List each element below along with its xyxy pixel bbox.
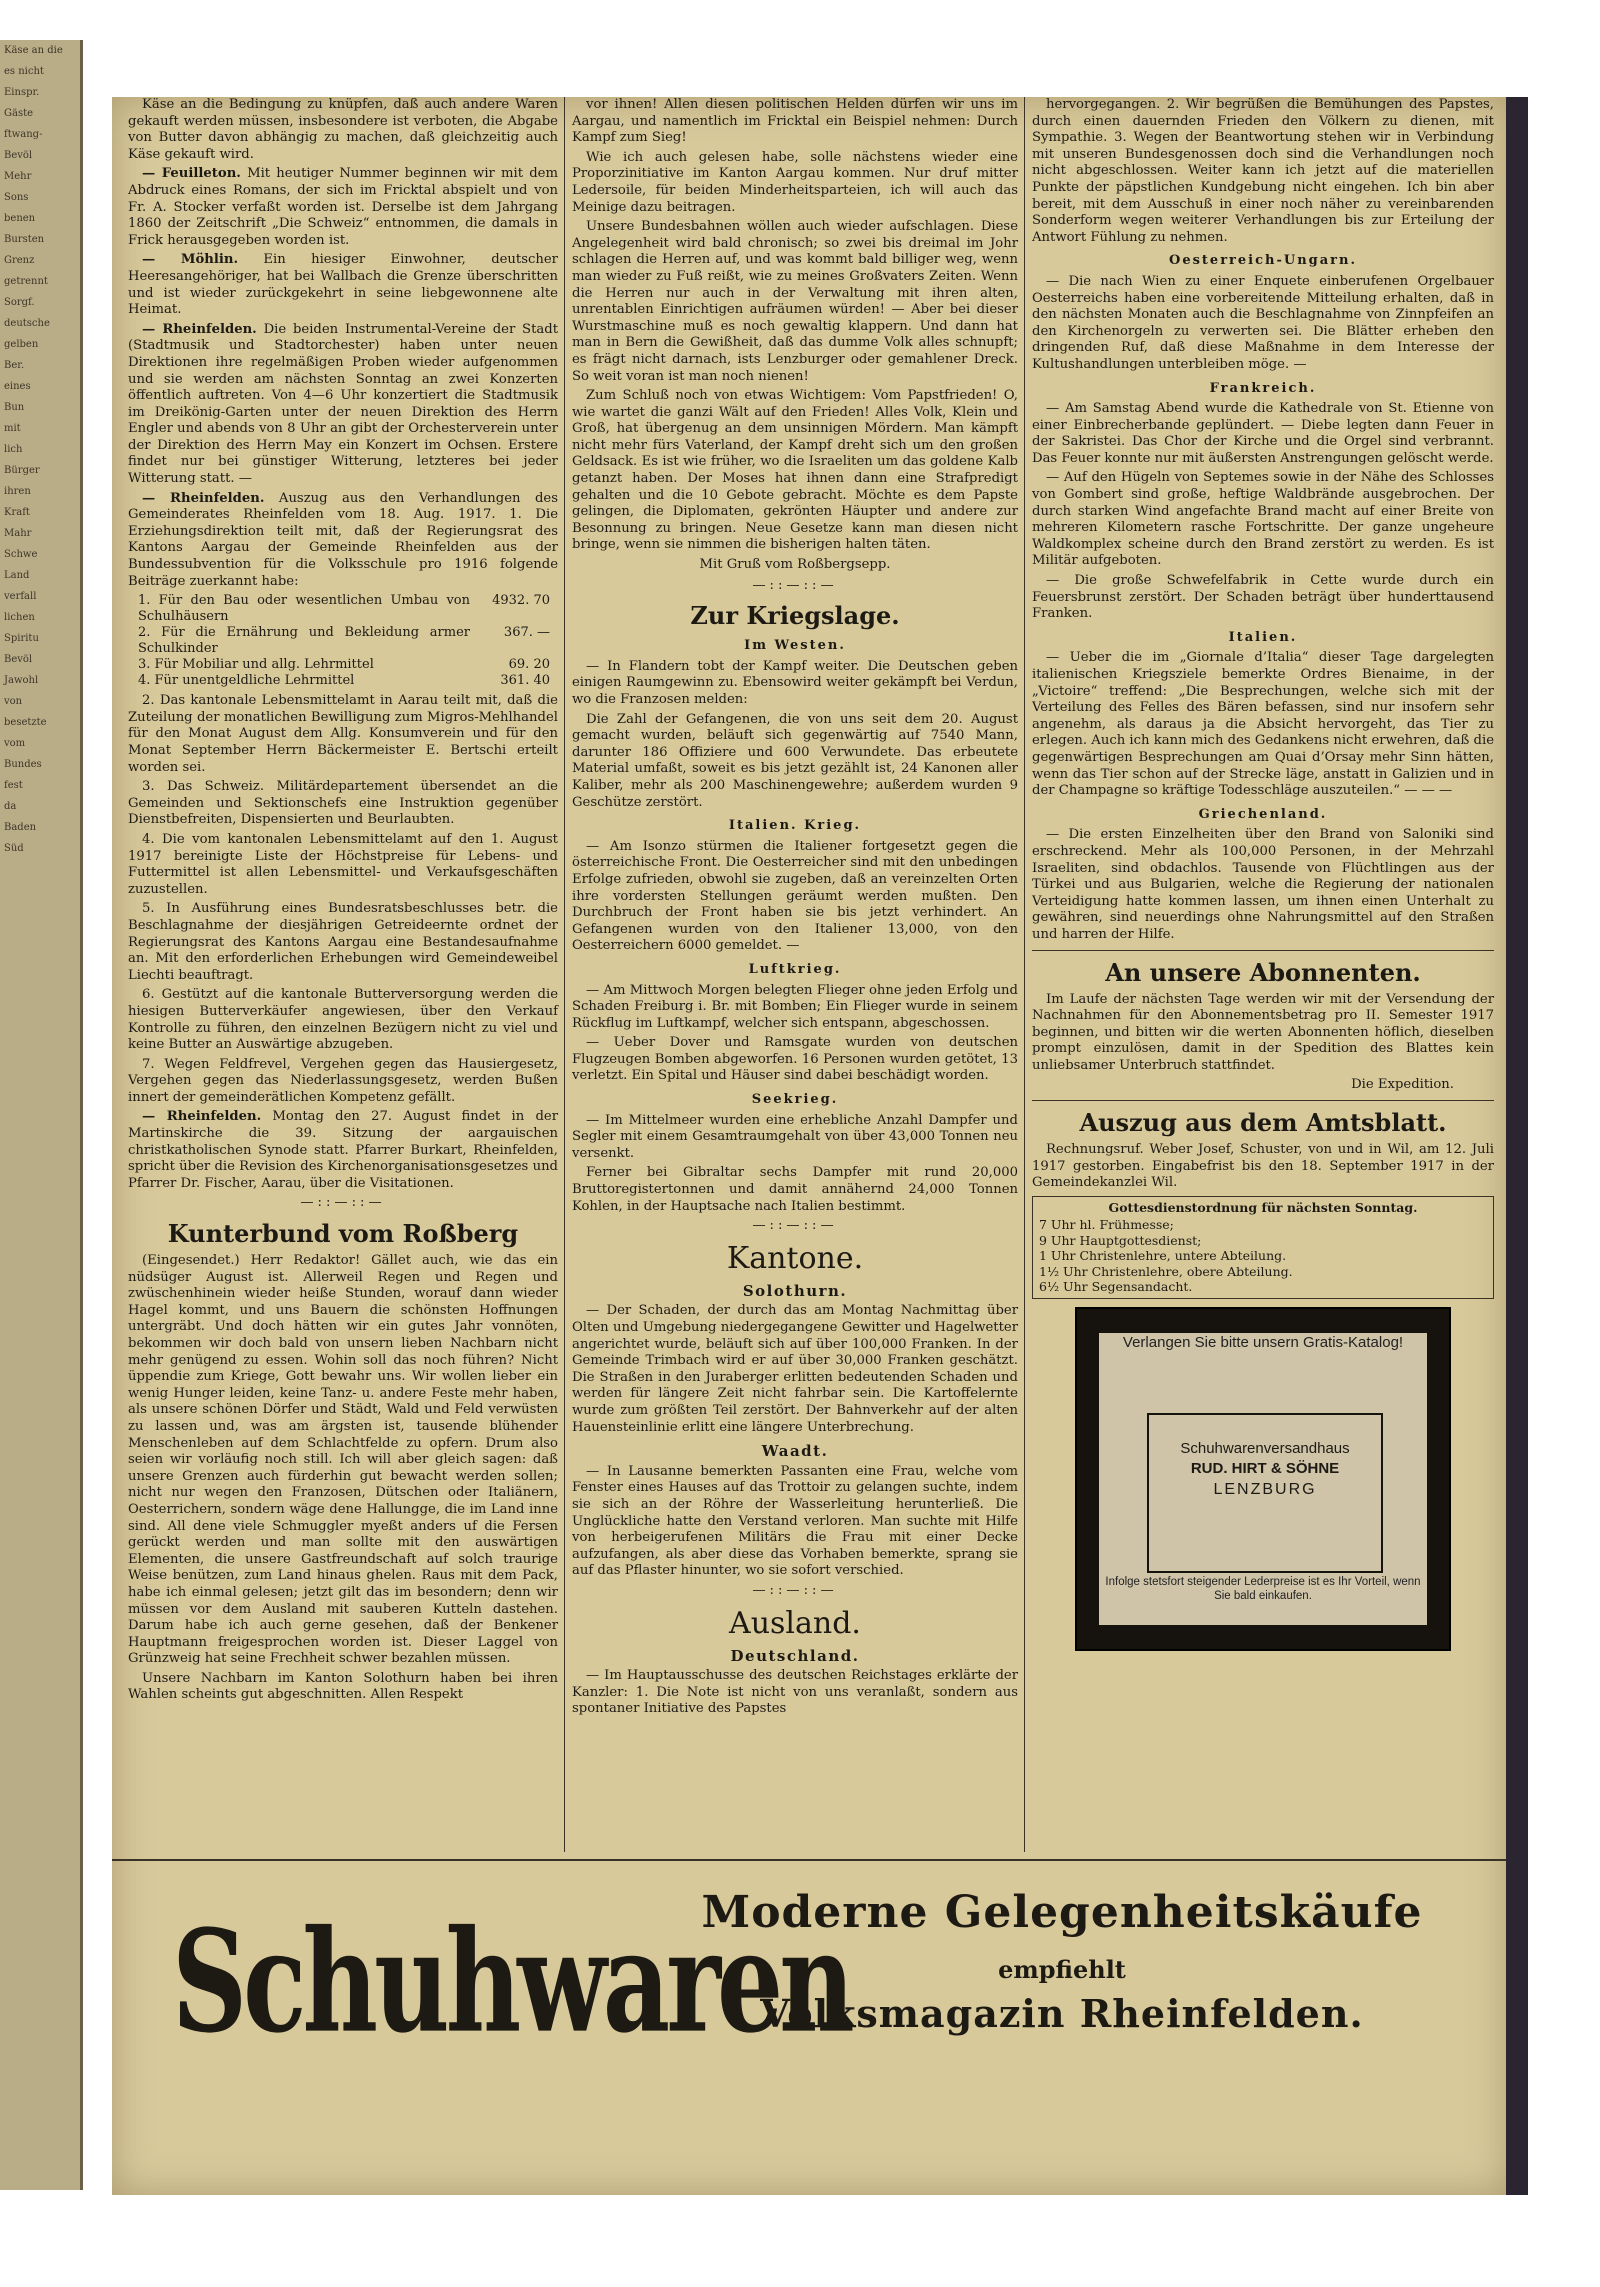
article-paragraph [128, 901, 558, 984]
article-text: — Ueber Dover und Ramsgate wurden von deutschen Flugzeugen Bomben abgeworfen. 16 Personen wurden getötet, 13 verletzt. Ein Spital und Häuser sind dabei beschädigt worden. [572, 1035, 1018, 1084]
table-row [128, 593, 558, 625]
article-text: — Auf den Hügeln von Septemes sowie in der Nähe des Schlosses von Gombert sind große, heftige Waldbrände ausgebrochen. Der durch starken Wind angefachte Brand macht auf einer Breite von mehreren Kilometern rasche Fortschritte. Der ganze ungeheure Waldkomplex scheine durch den Brand zerstört zu werden. Es ist Militär aufgeboten. [1032, 470, 1494, 569]
table-item: 3. Für Mobiliar und allg. Lehrmittel [138, 657, 374, 673]
edge-text-line: getrennt [4, 276, 48, 287]
edge-text-line: Süd [4, 843, 24, 854]
article-paragraph [128, 1109, 558, 1192]
article-paragraph [128, 322, 558, 488]
service-item: 1 Uhr Christenlehre, untere Abteilung. [1039, 1248, 1287, 1264]
service-item: 9 Uhr Hauptgottesdienst; [1039, 1232, 1202, 1248]
section-heading: Italien. Krieg. [728, 818, 862, 834]
article-text: — In Flandern tobt der Kampf weiter. Die Deutschen geben einigen Raumgewinn zu. Ebensowird weiter gekämpft bei Verdun, wo die Franzosen melden: [572, 658, 1018, 707]
table-item: 2. Für die Ernährung und Bekleidung armer Schulkinder [138, 625, 470, 657]
previous-page-edge [0, 40, 83, 2190]
banner-shop: Volksmagazin Rheinfelden. [760, 1991, 1364, 2036]
article-paragraph [1032, 650, 1494, 799]
column-rule-2 [1024, 97, 1025, 1852]
article-paragraph [1032, 827, 1494, 943]
article-text: Zum Schluß noch von etwas Wichtigem: Vom Papstfrieden! O, wie wartet die ganzi Wält auf den Frieden! Alles Volk, Klein und Groß, hat übergenug an dem unsinnigen Mördern. Man kämpft nicht mehr fürs Vaterland, der Kampf dreht sich um den großen Geldsack. Es ist wie früher, wo die Israeliten um das goldene Kalb getanzt haben. Der Moses hat ihnen dann eine Strafpredigt gehalten und die 10 Gebote gebracht. Möchte es dem Papste gelingen, die Diplomaten, gekrönten Häupter und andere zur Besonnung zu bringen. Neue Gesetze kann man diesen nicht bringe, wenn sie nimmen die bisherigen halten täten. [572, 388, 1018, 553]
article-text: Die beiden Instrumental-Vereine der Stadt (Stadtmusik und Stadtorchester) haben unter neuen Direktionen ihre regelmäßigen Proben wieder aufgenommen und sie werden am nächsten Sonntag an zwei Konzerten öffentlich auftreten. Von 4—6 Uhr konzertiert die Stadtmusik im Dreikönig-Garten unter der neuen Direktion des Herrn Engler und abends von 8 Uhr an gibt der Orchesterverein unter der Direktion des Herrn May ein Konzert im Ochsen. Erstere findet nur bei günstiger Witterung, letzteres bei jeder Witterung statt. — [128, 321, 558, 487]
article-paragraph [128, 97, 558, 163]
article-text: Mit heutiger Nummer beginnen wir mit dem Abdruck eines Romans, der sich im Fricktal abspielt und von Fr. A. Stocker verfaßt worden ist. Derselbe ist dem Jahrgang 1860 der Zeitschrift „Die Schweiz“ entnommen, die damals in Frick herausgegeben worden ist. [128, 166, 558, 248]
ad-firm-name: RUD. HIRT & SÖHNE [1190, 1460, 1340, 1478]
horizontal-rule [1032, 1100, 1494, 1101]
article-paragraph [572, 983, 1018, 1033]
article-paragraph [572, 388, 1018, 554]
ad-firm-type: Schuhwarenversandhaus [1180, 1439, 1350, 1457]
article-dateline: — Rheinfelden. [142, 490, 265, 506]
edge-text-line: Gäste [4, 108, 34, 119]
article-paragraph [1032, 97, 1494, 246]
table-row [128, 657, 558, 673]
edge-text-line: Baden [4, 822, 37, 833]
edge-text-line: Bevöl [4, 654, 33, 665]
article-text: — Im Mittelmeer wurden eine erhebliche Anzahl Dampfer und Segler mit einem Gesamtraumgehalt von über 43,000 Tonnen neu versenkt. [572, 1112, 1018, 1161]
edge-text-line: Sorgf. [4, 297, 35, 308]
table-amount: 361. 40 [500, 673, 550, 689]
article-text: 3. Das Schweiz. Militärdepartement übersendet an die Gemeinden und Sektionschefs eine Instruktion gegenüber Dienstbefreiten, Dispensierten und Beurlaubten. [128, 779, 558, 828]
section-heading: An unsere Abonnenten. [1105, 957, 1421, 987]
article-text: Käse an die Bedingung zu knüpfen, daß auch andere Waren gekauft werden müssen, insbesondere ist verboten, die Abgabe von Butter davon abhängig zu machen, daß gleichzeitig auch Käse gekauft wird. [128, 97, 558, 162]
article-text: 6. Gestützt auf die kantonale Butterversorgung werden die hiesigen Butterverkäufer angewiesen, über den Verkauf Kontrolle zu führen, den einzelnen Bezügern nicht zu viel und keine Butter an Auswärtige abzugeben. [128, 987, 558, 1053]
edge-text-line: Bursten [4, 234, 45, 245]
signature: Die Expedition. [1351, 1077, 1454, 1093]
article-paragraph [128, 252, 558, 318]
article-text: Ferner bei Gibraltar sechs Dampfer mit rund 20,000 Bruttoregistertonnen und damit annähernd 24,000 Tonnen Kohlen, in der Hauptsache nach Italien bestimmt. [572, 1165, 1018, 1214]
section-heading: Seekrieg. [751, 1092, 839, 1108]
article-paragraph [572, 97, 1018, 147]
edge-text-line: Bundes [4, 759, 42, 770]
article-paragraph [1032, 401, 1494, 467]
section-heading: Im Westen. [744, 638, 846, 654]
service-schedule [1032, 1196, 1494, 1299]
column-2 [572, 97, 1018, 1721]
article-paragraph [572, 1464, 1018, 1580]
edge-text-line: Land [4, 570, 30, 581]
article-text: — Am Samstag Abend wurde die Kathedrale von St. Etienne von einer Einbrecherbande geplündert. — Diebe legten dann Feuer in der Sakristei. Das Chor der Kirche und die Orgel sind verbrannt. Das Feuer konnte nur mit äußersten Anstrengungen gelöscht werde. [1032, 401, 1494, 466]
edge-text-line: besetzte [4, 717, 47, 728]
edge-text-line: Bürger [4, 465, 40, 476]
edge-text-line: da [4, 801, 17, 812]
section-heading: Ausland. [729, 1605, 861, 1641]
edge-text-line: es nicht [4, 66, 44, 77]
section-heading: Frankreich. [1209, 380, 1317, 396]
edge-text-line: Bevöl [4, 150, 33, 161]
edge-text-line: vom [4, 738, 26, 749]
section-heading: Oesterreich-Ungarn. [1169, 253, 1357, 269]
signature: Mit Gruß vom Roßbergsepp. [699, 557, 891, 573]
article-dateline: — Rheinfelden. [142, 1109, 262, 1125]
article-text: Unsere Nachbarn im Kanton Solothurn haben bei ihren Wahlen scheints gut abgeschnitten. Allen Respekt [128, 1670, 558, 1703]
edge-text-line: Sons [4, 192, 29, 203]
article-text: — Die nach Wien zu einer Enquete einberufenen Orgelbauer Oesterreichs haben eine vorbereitende Mitteilung erhalten, daß in den nächsten Monaten auch die Beschlagnahme von Zinnpfeifen an den Kirchenorgeln zu verwerten sei. Die Blätter erheben den dringenden Ruf, daß diese Maßnahme in dem Interesse der Kultushandlungen unterbleiben möge. — [1032, 273, 1494, 372]
edge-text-line: Schwe [4, 549, 38, 560]
edge-text-line: Bun [4, 402, 25, 413]
section-heading: Solothurn. [742, 1281, 848, 1300]
article-text: Unsere Bundesbahnen wöllen auch wieder aufschlagen. Diese Angelegenheit wird bald chronisch; so zwei bis dreimal im Johr schlagen die Herren auf, und was kommt bald billiger weg, wenn man wieder zu Fuß reißt, wie zu meines Großvaters Zeiten. Wenn die Herren nur auch in der Verwaltung mit ihren alten, unrentablen Einrichtigen aufräumen würden! — Aber bei dieser Wurstmaschine muß es noch gewaltig klappern. Und dann hat man in Bern die Gewißheit, daß das dumme Volk alles schnupft; es frägt nicht darnach, ists Lenzburger oder gemahlener Dreck. So weit voran ist man noch nienen! [572, 219, 1018, 384]
article-paragraph [572, 1668, 1018, 1718]
article-paragraph [128, 1057, 558, 1107]
article-paragraph [572, 150, 1018, 216]
article-paragraph [572, 1113, 1018, 1163]
table-item: 1. Für den Bau oder wesentlichen Umbau von Schulhäusern [138, 593, 470, 625]
article-dateline: — Rheinfelden. [142, 321, 257, 337]
article-paragraph [128, 987, 558, 1053]
article-paragraph [128, 693, 558, 776]
article-paragraph [1032, 274, 1494, 374]
article-paragraph [128, 1253, 558, 1668]
newspaper-page [112, 97, 1508, 2195]
edge-text-line: eines [4, 381, 31, 392]
section-heading: Griechenland. [1198, 806, 1328, 822]
article-paragraph [572, 839, 1018, 955]
article-text: Montag den 27. August findet in der Martinskirche die 39. Sitzung der aargauischen christkatholischen Synode statt. Pfarrer Burkart, Rheinfelden, spricht über die Revision des Kirchenorganisationsgesetzes und Pfarrer Dr. Fischer, Aarau, über die Visitationen. [128, 1109, 558, 1191]
column-1 [128, 97, 558, 1707]
table-row [128, 625, 558, 657]
article-paragraph [572, 1303, 1018, 1436]
edge-text-line: von [4, 696, 23, 707]
article-paragraph [128, 779, 558, 829]
separator: —::—::— [752, 1582, 838, 1598]
edge-text-line: Einspr. [4, 87, 40, 98]
ad-firm-box [1147, 1413, 1383, 1573]
banner-verb: empfiehlt [998, 1955, 1126, 1984]
contribution-table [128, 593, 558, 689]
table-row [128, 673, 558, 689]
article-paragraph [1032, 1142, 1494, 1192]
article-paragraph [1032, 573, 1494, 623]
edge-text-line: gelben [4, 339, 39, 350]
edge-text-line: Jawohl [4, 675, 39, 686]
article-text: 7. Wegen Feldfrevel, Vergehen gegen das Hausiergesetz, Vergehen gegen das Niederlassungsgesetz, werden Bußen innert der gemeinderätlichen Kompetenz gefällt. [128, 1056, 558, 1105]
section-heading: Italien. [1228, 629, 1298, 645]
column-rule-1 [564, 97, 565, 1852]
horizontal-rule [1032, 950, 1494, 951]
article-paragraph [128, 1671, 558, 1704]
edge-text-line: Kraft [4, 507, 30, 518]
edge-text-line: Grenz [4, 255, 35, 266]
edge-text-line: verfall [4, 591, 37, 602]
edge-text-line: Ber. [4, 360, 25, 371]
table-item: 4. Für unentgeldliche Lehrmittel [138, 673, 355, 689]
article-text: — Die große Schwefelfabrik in Cette wurde durch ein Feuersbrunst zerstört. Der Schaden beträgt über hunderttausend Franken. [1032, 573, 1494, 622]
service-schedule-title: Gottesdienstordnung für nächsten Sonntag. [1108, 1199, 1418, 1215]
section-heading: Deutschland. [730, 1646, 860, 1665]
article-text: hervorgegangen. 2. Wir begrüßen die Bemühungen des Papstes, durch einen dauernden Frieden den Völkern zu dienen, mit Sympathie. 3. Wegen der Beantwortung stehen wir in Verbindung mit unseren Bundesgenossen doch sind die Verhandlungen noch nicht abgeschlossen. Weiter kann ich jetzt auf die materiellen Punkte der päpstlichen Kundgebung nicht eingehen. Ich bin aber bereit, mit dem Ausschuß in einer noch näher zu vereinbarenden Sonderform wegen weiterer Verhandlungen bis zur Erteilung der Antwort Fühlung zu nehmen. [1032, 97, 1494, 245]
edge-text-line: Mehr [4, 171, 32, 182]
article-paragraph [572, 219, 1018, 385]
article-paragraph [1032, 992, 1494, 1075]
article-text: — Ueber die im „Giornale d’Italia“ dieser Tage dargelegten italienischen Kriegsziele bemerkte Ordres Bienaime, in der „Victoire“ treffend: „Die Besprechungen, welche sich mit der Verteilung des Felles des Bären befassen, sind nur insofern sehr angenehm, als daraus ja die Absicht hervorgeht, das Tier zu erlegen. Auch ich kann mich des Gedankens nicht erwehren, daß die gegenwärtigen Besprechungen am Quai d’Orsay mehr Sinn hätten, wenn das Tier schon auf der Strecke läge, anstatt in Galizien und in der Champagne so kräftige Todesschläge auszuteilen.“ — — — [1032, 650, 1494, 799]
table-amount: 69. 20 [508, 657, 550, 673]
ad-headline: Verlangen Sie bitte unsern Gratis-Katalog! [1122, 1333, 1404, 1351]
article-paragraph [128, 491, 558, 591]
section-heading: Auszug aus dem Amtsblatt. [1079, 1108, 1447, 1138]
section-heading: Kunterbund vom Roßberg [167, 1219, 519, 1249]
article-paragraph [572, 712, 1018, 812]
article-text: 5. In Ausführung eines Bundesratsbeschlusses betr. die Beschlagnahme der diesjährigen Getreideernte ordnet der Regierungsrat des Kantons Aargau eine Bestandesaufnahme an. Mit den erforderlichen Erhebungen wird Gemeindeweibel Liechti beauftragt. [128, 901, 558, 983]
article-text: — Im Hauptausschusse des deutschen Reichstages erklärte der Kanzler: 1. Die Note ist nicht von uns veranlaßt, sondern aus spontaner Initiative des Papstes [572, 1668, 1018, 1717]
article-paragraph [128, 166, 558, 249]
edge-text-line: lich [4, 444, 23, 455]
service-item: 6½ Uhr Segensandacht. [1039, 1279, 1193, 1295]
footer-advertisement [112, 1859, 1508, 2197]
edge-text-line: deutsche [4, 318, 50, 329]
edge-text-line: ftwang- [4, 129, 43, 140]
article-text: Auszug aus den Verhandlungen des Gemeinderates Rheinfelden vom 18. Aug. 1917. 1. Die Erziehungsdirektion teilt mit, daß der Regierungsrat des Kantons Aargau der Gemeinde Rheinfelden aus der Bundessubvention für die Volksschule pro 1916 folgende Beiträge zuerkannt habe: [128, 490, 558, 589]
article-text: — Am Mittwoch Morgen belegten Flieger ohne jeden Erfolg und Schaden Freiburg i. Br. mit Bomben; Ein Flieger wurde in seinem Rückflug im Luftkampf, welcher sich entspann, abgeschossen. [572, 982, 1018, 1031]
article-text: Ein hiesiger Einwohner, deutscher Heeresangehöriger, hat bei Wallbach die Grenze überschritten und ist wieder zurückgekehrt in seine liebgewonnene alte Heimat. [128, 252, 558, 318]
article-dateline: — Feuilleton. [142, 166, 241, 182]
article-text: Im Laufe der nächsten Tage werden wir mit der Versendung der Nachnahmen für den Abonnementsbetrag pro II. Semester 1917 beginnen, und bitten wir die werten Abonnenten höflich, dieselben prompt einzulösen, damit in der Spedition des Blattes kein unliebsamer Unterbruch stattfindet. [1032, 991, 1494, 1073]
edge-text-line: Käse an die [4, 45, 63, 56]
column-3 [1032, 97, 1494, 1651]
section-heading: Kantone. [726, 1240, 864, 1276]
ad-footnote: Infolge stetsfort steigender Lederpreise ist es Ihr Vorteil, wenn Sie bald einkaufen. [1105, 1575, 1421, 1602]
article-paragraph [572, 1035, 1018, 1085]
article-paragraph [572, 1165, 1018, 1215]
edge-text-line: fest [4, 780, 23, 791]
article-text: Wie ich auch gelesen habe, solle nächstens wieder eine Proporzinitiative im Kanton Aargau kommen. Nur druf mitter Ledersoile, für beiden Minderheitsparteien, ich will auch das Meinige dazu beitragen. [572, 149, 1018, 215]
table-amount: 367. — [503, 625, 550, 641]
article-paragraph [1032, 470, 1494, 570]
catalog-advertisement [1075, 1307, 1451, 1651]
section-heading: Waadt. [761, 1442, 829, 1461]
edge-text-line: Spiritu [4, 633, 39, 644]
banner-title: Schuhwaren [172, 1898, 851, 2065]
article-text: — Die ersten Einzelheiten über den Brand von Saloniki sind erschreckend. Mehr als 100,000 Personen, in der Mehrzahl Israeliten, sind obdachlos. Tausende von Flüchtlingen aus der Türkei und aus Bulgarien, welche die Regierung der nationalen Verteidigung hatte kommen lassen, um ihnen einen Unterhalt zu gewähren, sind neuerdings ohne Nahrungsmittel auf den Straßen und harren der Hilfe. [1032, 827, 1494, 942]
edge-text-line: ihren [4, 486, 31, 497]
ad-firm-town: LENZBURG [1213, 1481, 1317, 1499]
article-text: Die Zahl der Gefangenen, die von uns seit dem 20. August gemacht wurden, beläuft sich gegenwärtig auf 7540 Mann, darunter 186 Offiziere und 600 Verwundete. Das erbeutete Material umfaßt, soweit es bis jetzt gezählt ist, 24 Kanonen aller Kaliber, mehr als 200 Maschinengewehre; außerdem wurden 9 Geschütze zerstört. [572, 711, 1018, 810]
separator: —::—::— [752, 577, 838, 593]
section-heading: Zur Kriegslage. [690, 601, 900, 631]
table-amount: 4932. 70 [492, 593, 550, 609]
service-item: 7 Uhr hl. Frühmesse; [1039, 1217, 1174, 1233]
banner-tagline: Moderne Gelegenheitskäufe [701, 1887, 1423, 1938]
article-paragraph [572, 659, 1018, 709]
book-binding [1506, 97, 1528, 2195]
article-text: — Am Isonzo stürmen die Italiener fortgesetzt gegen die österreichische Front. Die Oesterreicher sind mit den unbedingen Erfolge zufrieden, obwohl sie zugeben, daß an vereinzelten Orten ihre vordersten Stellungen geräumt werden mußten. Den Durchbruch der Front haben sie bis jetzt verhindert. An Gefangenen wurden von den Italiener 13,000, von den Oesterreichern 6000 gemeldet. — [572, 838, 1018, 954]
edge-text-line: benen [4, 213, 36, 224]
article-text: — In Lausanne bemerkten Passanten eine Frau, welche vom Fenster eines Hauses auf das Trottoir zu gelangen suchte, indem sie sich an der Röhre der Wasserleitung herunterließ. Die Unglückliche hatte den Verstand verloren. Man suchte mit Hilfe von herbeigerufenen Militärs die Frau mit einer Decke aufzufangen, als aber diese das Vorhaben bemerkte, sprang sie auf das Pflaster hinunter, wo sie sofort verschied. [572, 1463, 1018, 1579]
article-text: (Eingesendet.) Herr Redaktor! Gället auch, wie das ein nüdsüger August ist. Allerweil Regen und Regen und zwüschenhinein wieder heiße Stunden, worauf dann wieder Hagel kommt, und uns Bauern die schönsten Hoffnungen untergräbt. Und doch hätten wir ein gutes Jahr vonnöten, bekommen wir doch bald von unsern lieben Nachbarn nicht mehr genügend zu essen. Wohin soll das noch führen? Nicht üppendie zum Kriege, Gott bewahr uns. Wir wollen lieber ein wenig Hunger leiden, keine Tanz- u. andere Feste mehr haben, als unsere schönen Dörfer und Städt, Wald und Feld verwüsten zu lassen und, was am ärgsten ist, tausende blühender Menschenleben auf dem Schlachtfelde zu opfern. Drum also seien wir vorläufig noch still. Ich will aber gleich sagen: daß unsere Grenzen auch fürderhin gut bewacht werden sollen; nicht nur wegen den Franzosen, Dütschen oder Italiänern, Oesterrichern, sondern wäge dene Hallungge, die im Land inne sind. All dene viele Schmuggler myeßt anders uf die Fersen gerückt werden und man sollte mit den auswärtigen Elementen, die unsere Gastfreundschaft auf solch traurige Weise benützen, zum Land hinaus ghelen. Raus mit dem Pack, habe ich einmal gelesen; jetzt gilt das im besondern; denn wir müssen vor dem Ausland mit sauberen Kutteln dastehen. Darum habe ich auch gerne gesehen, daß der Benkener Hauptmann freigesprochen worden ist. Dieser Laggel von Grünzweig hat seine Frechheit schwer bezahlen müssen. [128, 1253, 558, 1667]
article-paragraph [128, 832, 558, 898]
service-item: 1½ Uhr Christenlehre, obere Abteilung. [1039, 1263, 1293, 1279]
section-heading: Luftkrieg. [748, 961, 842, 977]
edge-text-line: mit [4, 423, 21, 434]
edge-text-line: lichen [4, 612, 35, 623]
article-text: 4. Die vom kantonalen Lebensmittelamt auf den 1. August 1917 bereinigte Liste der Höchstpreise für Lebens- und Futtermittel ist allen Lebensmittel- und Verkaufsgeschäften zuzustellen. [128, 831, 558, 897]
article-text: — Der Schaden, der durch das am Montag Nachmittag über Olten und Umgebung niedergegangene Gewitter und Hagelwetter angerichtet wurde, beläuft sich auf über 100,000 Franken. In der Gemeinde Trimbach wird er auf über 30,000 Franken geschätzt. Die Straßen in den Juraberger erlitten bedeutenden Schaden und werden für längere Zeit nicht fahrbar sein. Die Kartoffelernte wurde zum größten Teil zerstört. Der Bahnverkehr auf der alten Hauensteinlinie erlitt eine längere Unterbrechung. [572, 1303, 1018, 1435]
article-text: Rechnungsruf. Weber Josef, Schuster, von und in Wil, am 12. Juli 1917 gestorben. Eingabefrist bis den 18. September 1917 in der Gemeindekanzlei Wil. [1032, 1142, 1494, 1191]
article-text: 2. Das kantonale Lebensmittelamt in Aarau teilt mit, daß die Zuteilung der monatlichen Bewilligung zum Migros-Mehlhandel für den Monat August dem Allg. Konsumverein und für den Monat September Herrn Bäckermeister E. Bertschi erteilt worden sei. [128, 693, 558, 775]
edge-text-line: Mahr [4, 528, 32, 539]
separator: —::—::— [752, 1218, 838, 1234]
article-text: vor ihnen! Allen diesen politischen Helden dürfen wir uns im Aargau, und namentlich im Fricktal ein Beispiel nehmen: Durch Kampf zum Sieg! [572, 97, 1018, 146]
separator: —::—::— [300, 1195, 386, 1211]
article-dateline: — Möhlin. [142, 252, 239, 268]
